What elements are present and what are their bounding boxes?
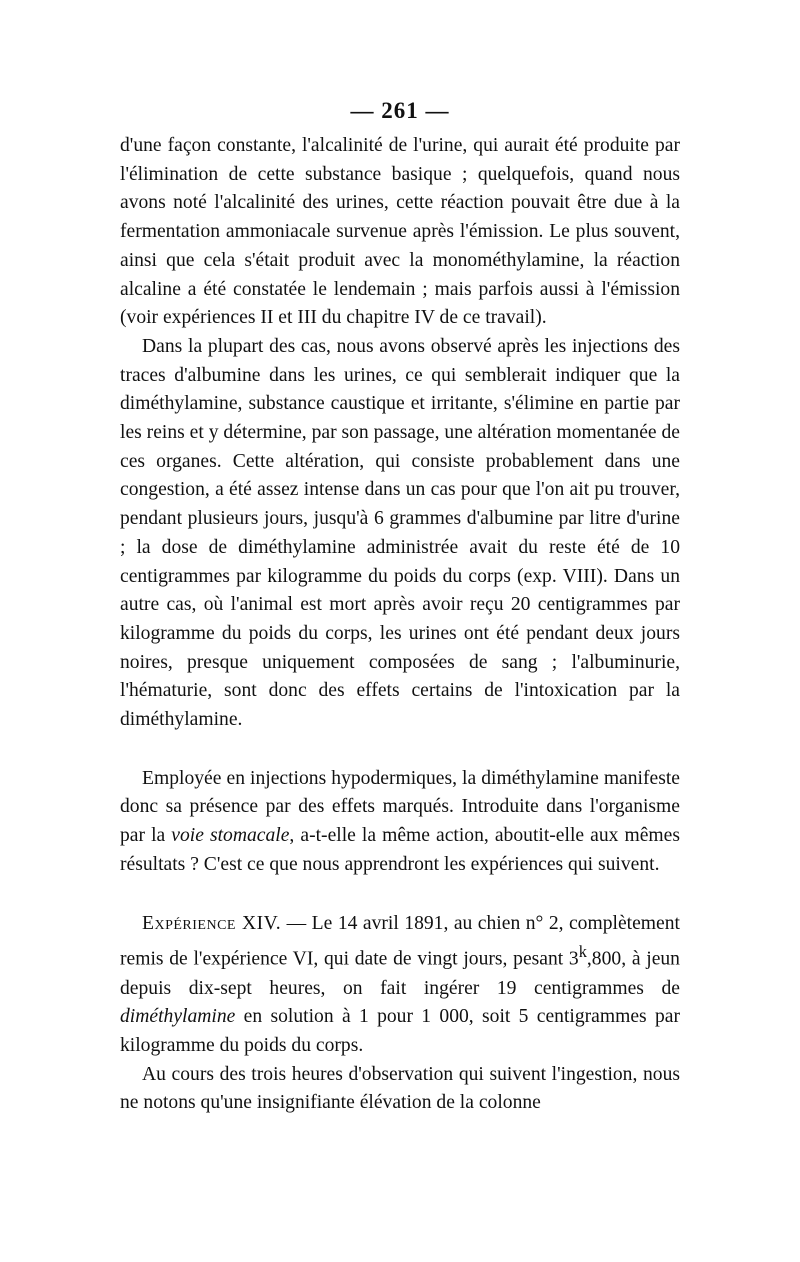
italic-term: diméthylamine <box>120 1006 236 1028</box>
paragraph-text: , a-t-elle la même action, aboutit-elle aux mêmes résultats ? C'est ce que nous apprendront les expériences qui suivent. <box>120 825 680 875</box>
paragraph-text: ,800, à jeun depuis dix-sept heures, on fait ingérer 19 centigrammes de <box>120 948 680 999</box>
paragraph-text: Employée en injections hypodermiques, la diméthylamine manifeste donc sa présence par des effets marqués. Introduite dans l'organisme par la <box>120 767 680 847</box>
document-page <box>120 96 680 1118</box>
paragraph-experience-xiv <box>120 910 680 1061</box>
paragraph-text: en solution à 1 pour 1 000, soit 5 centigrammes par kilogramme du poids du corps. <box>120 1006 680 1056</box>
paragraph-continuation: d'une façon constante, l'alcalinité de l'urine, qui aurait été produite par l'élimination de cette substance basique ; quelquefois, quand nous avons noté l'alcalinité des urines, cette réaction pouvait être due à la fermentation ammoniacale survenue après l'émission. Le plus souvent, ainsi que cela s'était produit avec la monométhylamine, la réaction alcaline a été constatée le lendemain ; mais parfois aussi à l'émission (voir expériences II et III du chapitre IV de ce travail). <box>120 135 680 329</box>
page-number: — 261 — <box>350 98 450 123</box>
paragraph-text: — Le 14 avril 1891, au chien n° 2, complètement remis de l'expérience VI, qui date de vingt jours, pesant 3 <box>120 912 680 970</box>
paragraph-albumine: Dans la plupart des cas, nous avons observé après les injections des traces d'albumine dans les urines, ce qui semblerait indiquer que la diméthylamine, substance caustique et irritante, s'élimine en partie par les reins et y détermine, par son passage, une altération momentanée de ces organes. Cette altération, qui consiste probablement dans une congestion, a été assez intense dans un cas pour que l'on ait pu trouver, pendant plusieurs jours, jusqu'à 6 grammes d'albumine par litre d'urine ; la dose de diméthylamine administrée avait du reste été de 10 centigrammes par kilogramme du poids du corps (exp. VIII). Dans un autre cas, où l'animal est mort après avoir reçu 20 centigrammes par kilogramme du poids du corps, les urines ont été pendant deux jours noires, presque uniquement composées de sang ; l'albuminurie, l'hématurie, sont donc des effets certains de l'intoxication par la diméthylamine. <box>120 335 680 731</box>
paragraph-voie-stomacale <box>120 765 680 880</box>
italic-term: voie stomacale <box>171 825 290 847</box>
unit-superscript: k <box>578 942 587 962</box>
paragraph-observation: Au cours des trois heures d'observation qui suivent l'ingestion, nous ne notons qu'une insignifiante élévation de la colonne <box>120 1063 680 1114</box>
experience-label: Expérience XIV. <box>142 912 282 934</box>
